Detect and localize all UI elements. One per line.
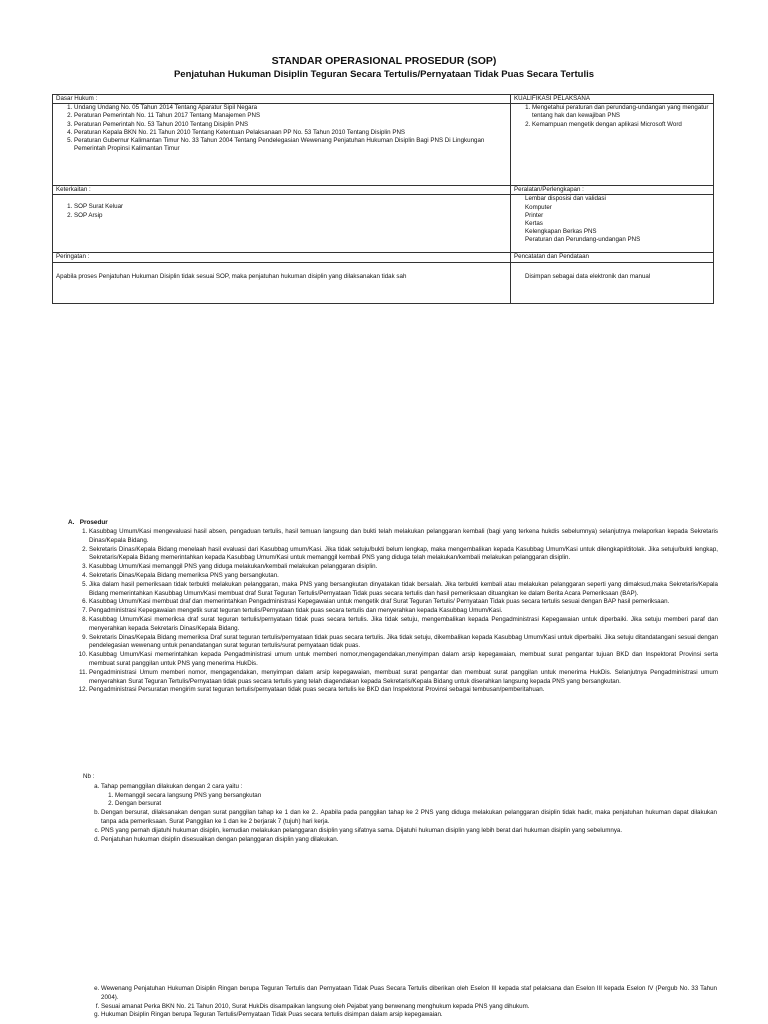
prosedur-heading-text: Prosedur (79, 519, 108, 526)
list-item: Peraturan dan Perundang-undangan PNS (525, 236, 641, 244)
peralatan-label: Peralatan/Perlengkapan : (511, 186, 714, 195)
list-item: 9. Sekretaris Dinas/Kepala Bidang memeriksa Draf surat teguran tertulis/pernyataan tidak puas secara tertulis. Jika tidak setuju, dikembalikan kepada Kasubbag Umum/Kasi untuk diperbaiki. Jika setuju ditandatangani sesuai dengan pendelegasian wewenang untuk penandatangan surat teguran tertulis/surat pernyataan tidak puas. (89, 634, 718, 652)
list-item: c. PNS yang pernah dijatuhi hukuman disiplin, kemudian melakukan pelanggaran disiplin yang sifatnya sama. Dijatuhi hukuman disiplin yang lebih berat dari hukuman disiplin yang sebelumnya. (101, 827, 717, 836)
page-title: STANDAR OPERASIONAL PROSEDUR (SOP) (271, 55, 497, 67)
prosedur-section (54, 518, 718, 695)
list-item: 2. SOP Arsip (74, 212, 507, 220)
list-item: 2. Dengan bersurat (115, 800, 717, 809)
bottom-list (83, 985, 717, 1020)
sop-info-table (52, 94, 714, 304)
list-item: 4. Sekretaris Dinas/Kepala Bidang memeriksa PNS yang bersangkutan. (89, 572, 718, 581)
dasar-hukum-cell (53, 104, 511, 186)
keterkaitan-list (56, 203, 507, 219)
list-item: 4. Peraturan Kepala BKN No. 21 Tahun 2010 Tentang Ketentuan Pelaksanaan PP No. 53 Tahun 2010 Tentang Disiplin PNS (74, 129, 507, 137)
pencatatan-text: Disimpan sebagai data elektronik dan manual (525, 272, 651, 280)
dasar-hukum-list (56, 104, 507, 153)
nb-sub-list (101, 792, 717, 810)
prosedur-steps (54, 528, 718, 695)
list-item: 5. Peraturan Gubernur Kalimantan Timur No. 33 Tahun 2004 Tentang Pendelegasian Wewenang Penjatuhan Hukuman Disiplin Bagi PNS Di Lingkungan Pemerintah Propinsi Kalimantan Timur (74, 137, 507, 153)
peringatan-text: Apabila proses Penjatuhan Hukuman Disiplin tidak sesuai SOP, maka penjatuhan hukuman disiplin yang dilaksanakan tidak sah (56, 272, 407, 280)
list-item: Kelengkapan Berkas PNS (525, 228, 597, 236)
nb-label: Nb : (83, 773, 95, 780)
nb-section (83, 773, 717, 844)
dasar-hukum-label: Dasar Hukum : (53, 95, 511, 104)
list-item: 3. Kasubbag Umum/Kasi memanggil PNS yang diduga melakukan/kembali melakukan pelanggaran disiplin. (89, 563, 718, 572)
list-item: b. Dengan bersurat, dilaksanakan dengan surat panggilan tahap ke 1 dan ke 2.. Apabila pada panggilan tahap ke 2 PNS yang diduga melakukan pelanggaran disiplin tidak hadir, maka penjatuhan hukuman dapat dilakukan tanpa ada pemeriksaan. Surat Panggilan ke 1 dan ke 2 berjarak 7 (tujuh) hari kerja. (101, 809, 717, 827)
list-item: 1. SOP Surat Keluar (74, 203, 507, 211)
list-item: d. Penjatuhan hukuman disiplin disesuaikan dengan pelanggaran disiplin yang dilakukan. (101, 836, 717, 845)
list-item: 10. Kasubbag Umum/Kasi memerintahkan kepada Pengadministrasi umum untuk memberi nomor,mengagendakan,menyimpan dalam arsip kepegawaian, membuat surat pengantar tujuan BKD dan Inspektorat Provinsi serta membuat surat panggilan untuk PNS yang menerima HukDis. (89, 651, 718, 669)
nb-list (83, 783, 717, 845)
peralatan-cell (511, 195, 714, 253)
list-item: 7. Pengadministrasi Kepegawaian mengetik surat teguran tertulis/Pernyataan tidak puas secara tertulis dan menyerahkan kepada Kasubbag Umum/Kasi. (89, 607, 718, 616)
list-item: Kertas (525, 219, 543, 227)
list-item: 8. Kasubbag Umum/Kasi memeriksa draf surat teguran tertulis/pernyataan tidak puas secara tertulis. Jika tidak setuju, mengembalikan kepada Pengadministrasi Kepegawaian untuk diperbaiki. Jika setuju memberi paraf dan menyerahkan kepada Sekretaris Dinas/Kepala Bidang. (89, 616, 718, 634)
keterkaitan-label: Keterkaitan : (53, 186, 511, 195)
list-item: f. Sesuai amanat Perka BKN No. 21 Tahun 2010, Surat HukDis disampaikan langsung oleh Pejabat yang berwenang menghukum kepada PNS yang dihukum. (101, 1003, 717, 1012)
list-item: 1. Mengetahui peraturan dan perundang-undangan yang mengatur tentang hak dan kewajiban PNS (532, 104, 710, 120)
list-item: 2. Kemampuan mengetik dengan aplikasi Microsoft Word (532, 121, 710, 129)
list-item: 1. Kasubbag Umum/Kasi mengevaluasi hasil absen, pengaduan tertulis, hasil temuan langsung dan bukti telah melakukan pelanggaran kembali (bagi yang terkena hukdis sebelumnya) selanjutnya melaporkan kepada Sekretaris Dinas/Kepala Bidang. (89, 528, 718, 546)
peringatan-label: Peringatan : (53, 253, 511, 262)
list-item: 5. Jika dalam hasil pemeriksaan tidak terbukti melakukan pelanggaran, maka PNS yang bersangkutan dinyatakan tidak bersalah. Jika terbukti kembali atau melakukan pelanggaran seperti yang dimaksud,maka Sekretaris/Kepala Bidang memerintahkan Kasubbag Umum/Kasi membuat draf Surat Teguran Tertulis/Pernyataan Tidak puas secara tertulis dan hasil pemeriksaan dituangkan ke dalam Berita Acara Pemeriksaan (BAP). (89, 581, 718, 599)
list-item: 2. Sekretaris Dinas/Kepala Bidang menelaah hasil evaluasi dari Kasubbag umum/Kasi. Jika tidak setuju/bukti belum lengkap, maka mengembalikan kepada Kasubbag Umum/Kasi untuk dilengkapi/ditolak. Jika setuju/bukti lengkap, Sekretaris/Kepala Bidang memerintahkan kepada Kasubbag Umum/Kasi untuk memanggil kembali PNS yang diduga telah melakukan/kembali melakukan pelanggaran disiplin. (89, 546, 718, 564)
page-subtitle: Penjatuhan Hukuman Disiplin Teguran Secara Tertulis/Pernyataan Tidak Puas Secara Tertulis (173, 69, 595, 80)
list-item: 6. Kasubbag Umum/Kasi membuat draf dan memerintahkan Pengadministrasi Kepegawaian untuk mengetik draf Surat Teguran Tertulis/ Pernyataan Tidak puas secara tertulis sesuai dengan BAP hasil pemeriksaan. (89, 598, 718, 607)
kualifikasi-label: KUALIFIKASI PELAKSANA (511, 95, 714, 104)
kualifikasi-cell (511, 104, 714, 186)
list-item: g. Hukuman Disiplin Ringan berupa Teguran Tertulis/Pernyataan Tidak Puas secara tertulis disimpan dalam arsip kepegawaian. (101, 1011, 717, 1020)
pencatatan-label: Pencatatan dan Pendataan (511, 253, 714, 262)
list-item: 11. Pengadministrasi Umum memberi nomor, mengagendakan, menyimpan dalam arsip kepegawaian, membuat surat pengantar dan membuat surat panggilan untuk menerima HukDis. Selanjutnya Pengadministrasi umum menyerahkan Surat Teguran Tertulis/Pernyataan tidak puas secara tertulis yang telah diagendakan kepada Sekretaris/Kepala Bidang untuk diserahkan langsung kepada PNS yang bersangkutan. (89, 669, 718, 687)
list-item: 1. Memanggil secara langsung PNS yang bersangkutan (115, 792, 717, 801)
list-item: 12. Pengadministrasi Persuratan mengirim surat teguran tertulis/pernyataan tidak puas secara tertulis ke BKD dan Inspektorat Provinsi sebagai tembusan/pemberitahuan. (89, 686, 718, 695)
keterkaitan-cell (53, 195, 511, 253)
list-item: 3. Peraturan Pemerintah No. 53 Tahun 2010 Tentang Disiplin PNS (74, 121, 507, 129)
pencatatan-cell (511, 262, 714, 303)
bottom-notes (83, 985, 717, 1020)
list-item: Komputer (525, 203, 552, 211)
list-item: e. Wewenang Penjatuhan Hukuman Disiplin Ringan berupa Teguran Tertulis dan Pernyataan Tidak Puas Secara Tertulis diberikan oleh Eselon III kepada staf pelaksana dan Eselon III kepada Eselon IV (Pergub No. 33 Tahun 2004). (101, 985, 717, 1003)
kualifikasi-list (514, 104, 710, 129)
list-item: 2. Peraturan Pemerintah No. 11 Tahun 2017 Tentang Manajemen PNS (74, 112, 507, 120)
peringatan-cell (53, 262, 511, 303)
list-item: 1. Undang Undang No. 05 Tahun 2014 Tentang Aparatur Sipil Negara (74, 104, 507, 112)
list-item (101, 783, 717, 809)
list-item: Printer (525, 211, 544, 219)
list-item: Lembar disposisi dan validasi (525, 195, 606, 203)
nb-item-text: Tahap pemanggilan dilakukan dengan 2 cara yaitu : (101, 782, 243, 790)
prosedur-heading: A. Prosedur (68, 519, 108, 526)
